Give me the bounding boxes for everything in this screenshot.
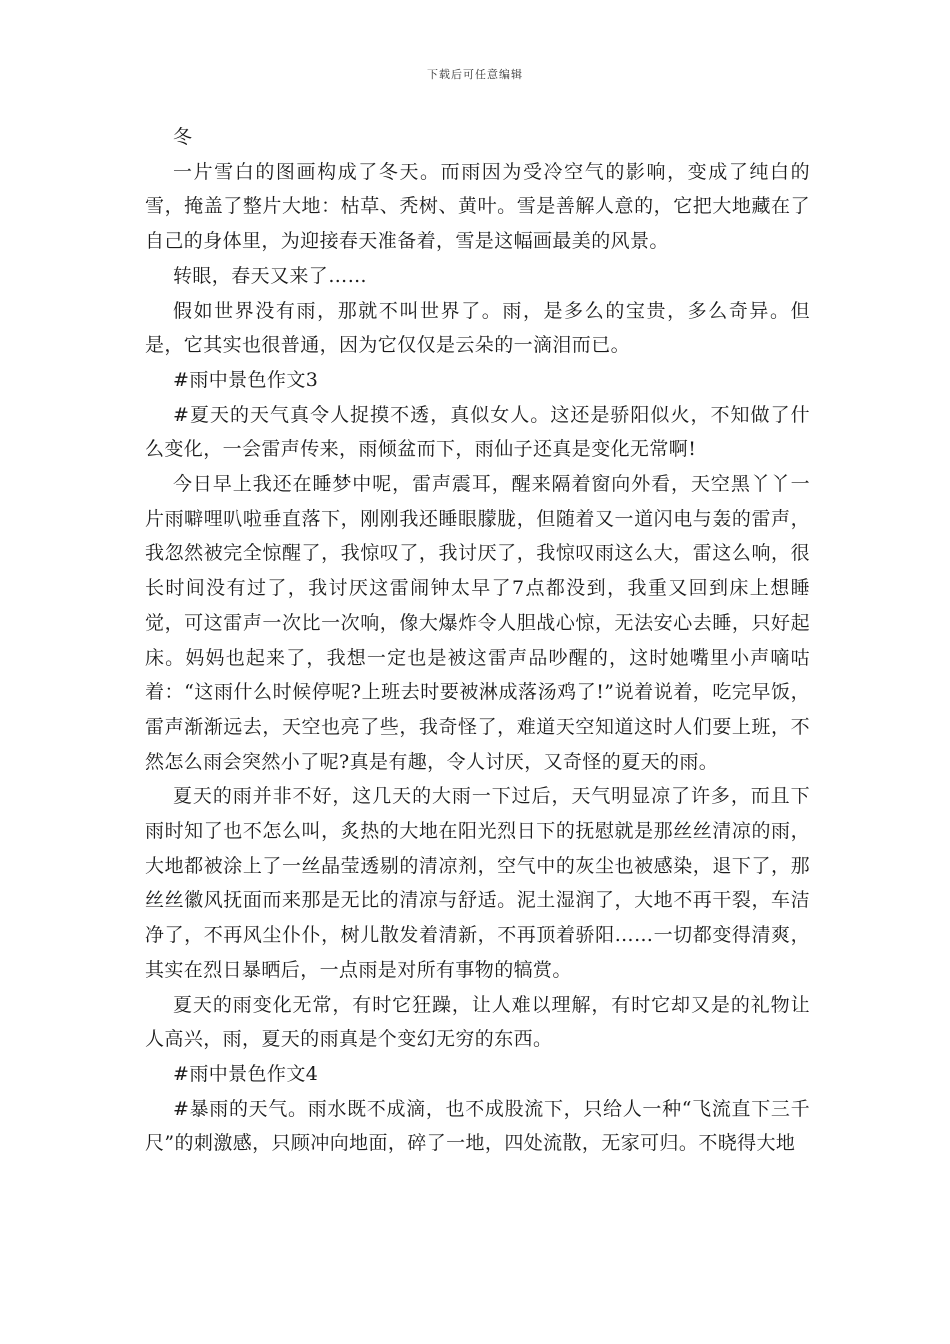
paragraph: 转眼，春天又来了……: [173, 264, 368, 287]
section-heading: #雨中景色作文3: [173, 368, 319, 391]
section-heading: #雨中景色作文4: [173, 1062, 319, 1085]
paragraph-winter-heading: 冬: [173, 126, 193, 148]
paragraph: #暴雨的天气。雨水既不成滴，也不成股流下，只给人一种“飞流直下三千尺”的刺激感，只顾冲向地面，碎了一地，四处流散，无家可归。不晓得大地: [145, 1097, 810, 1155]
paragraph: 夏天的雨并非不好，这几天的大雨一下过后，天气明显凉了许多，而且下雨时知了也不怎么叫，炙热的大地在阳光烈日下的抚慰就是那丝丝清凉的雨，大地都被涂上了一丝晶莹透剔的清凉剂，空气中的灰尘也被感染，退下了，那丝丝徽风抚面而来那是无比的清凉与舒适。泥土湿润了，大地不再干裂，车洁净了，不再风尘仆仆，树儿散发着清新，不再顶着骄阳……一切都变得清爽，其实在烈日暴晒后，一点雨是对所有事物的犒赏。: [145, 785, 810, 981]
paragraph: 假如世界没有雨，那就不叫世界了。雨，是多么的宝贵，多么奇异。但是，它其实也很普通，因为它仅仅是云朵的一滴泪而已。: [145, 299, 810, 357]
paragraph: 今日早上我还在睡梦中呢，雷声震耳，醒来隔着窗向外看，天空黑丫丫一片雨噼哩叭啦垂直落下，刚刚我还睡眼朦胧，但随着又一道闪电与轰的雷声，我忽然被完全惊醒了，我惊叹了，我讨厌了，我惊叹雨这么大，雷这么响，很长时间没有过了，我讨厌这雷闹钟太早了7点都没到，我重又回到床上想睡觉，可这雷声一次比一次响，像大爆炸令人胆战心惊，无法安心去睡，只好起床。妈妈也起来了，我想一定也是被这雷声品吵醒的，这时她嘴里小声嘀咕着：“这雨什么时候停呢?上班去时要被淋成落汤鸡了!”说着说着，吃完早饭，雷声渐渐远去，天空也亮了些，我奇怪了，难道天空知道这时人们要上班，不然怎么雨会突然小了呢?真是有趣，令人讨厌，又奇怪的夏天的雨。: [145, 473, 810, 773]
page-header-note: 下载后可任意编辑: [427, 68, 523, 81]
paragraph: #夏天的天气真令人捉摸不透，真似女人。这还是骄阳似火，不知做了什么变化，一会雷声传来，雨倾盆而下，雨仙子还真是变化无常啊!: [145, 403, 810, 461]
paragraph: 一片雪白的图画构成了冬天。而雨因为受冷空气的影响，变成了纯白的雪，掩盖了整片大地：枯草、秃树、黄叶。雪是善解人意的，它把大地藏在了自己的身体里，为迎接春天准备着，雪是这幅画最美的风景。: [145, 160, 810, 253]
paragraph: 夏天的雨变化无常，有时它狂躁，让人难以理解，有时它却又是的礼物让人高兴，雨，夏天的雨真是个变幻无穷的东西。: [145, 993, 810, 1051]
document-body: [145, 120, 810, 1161]
